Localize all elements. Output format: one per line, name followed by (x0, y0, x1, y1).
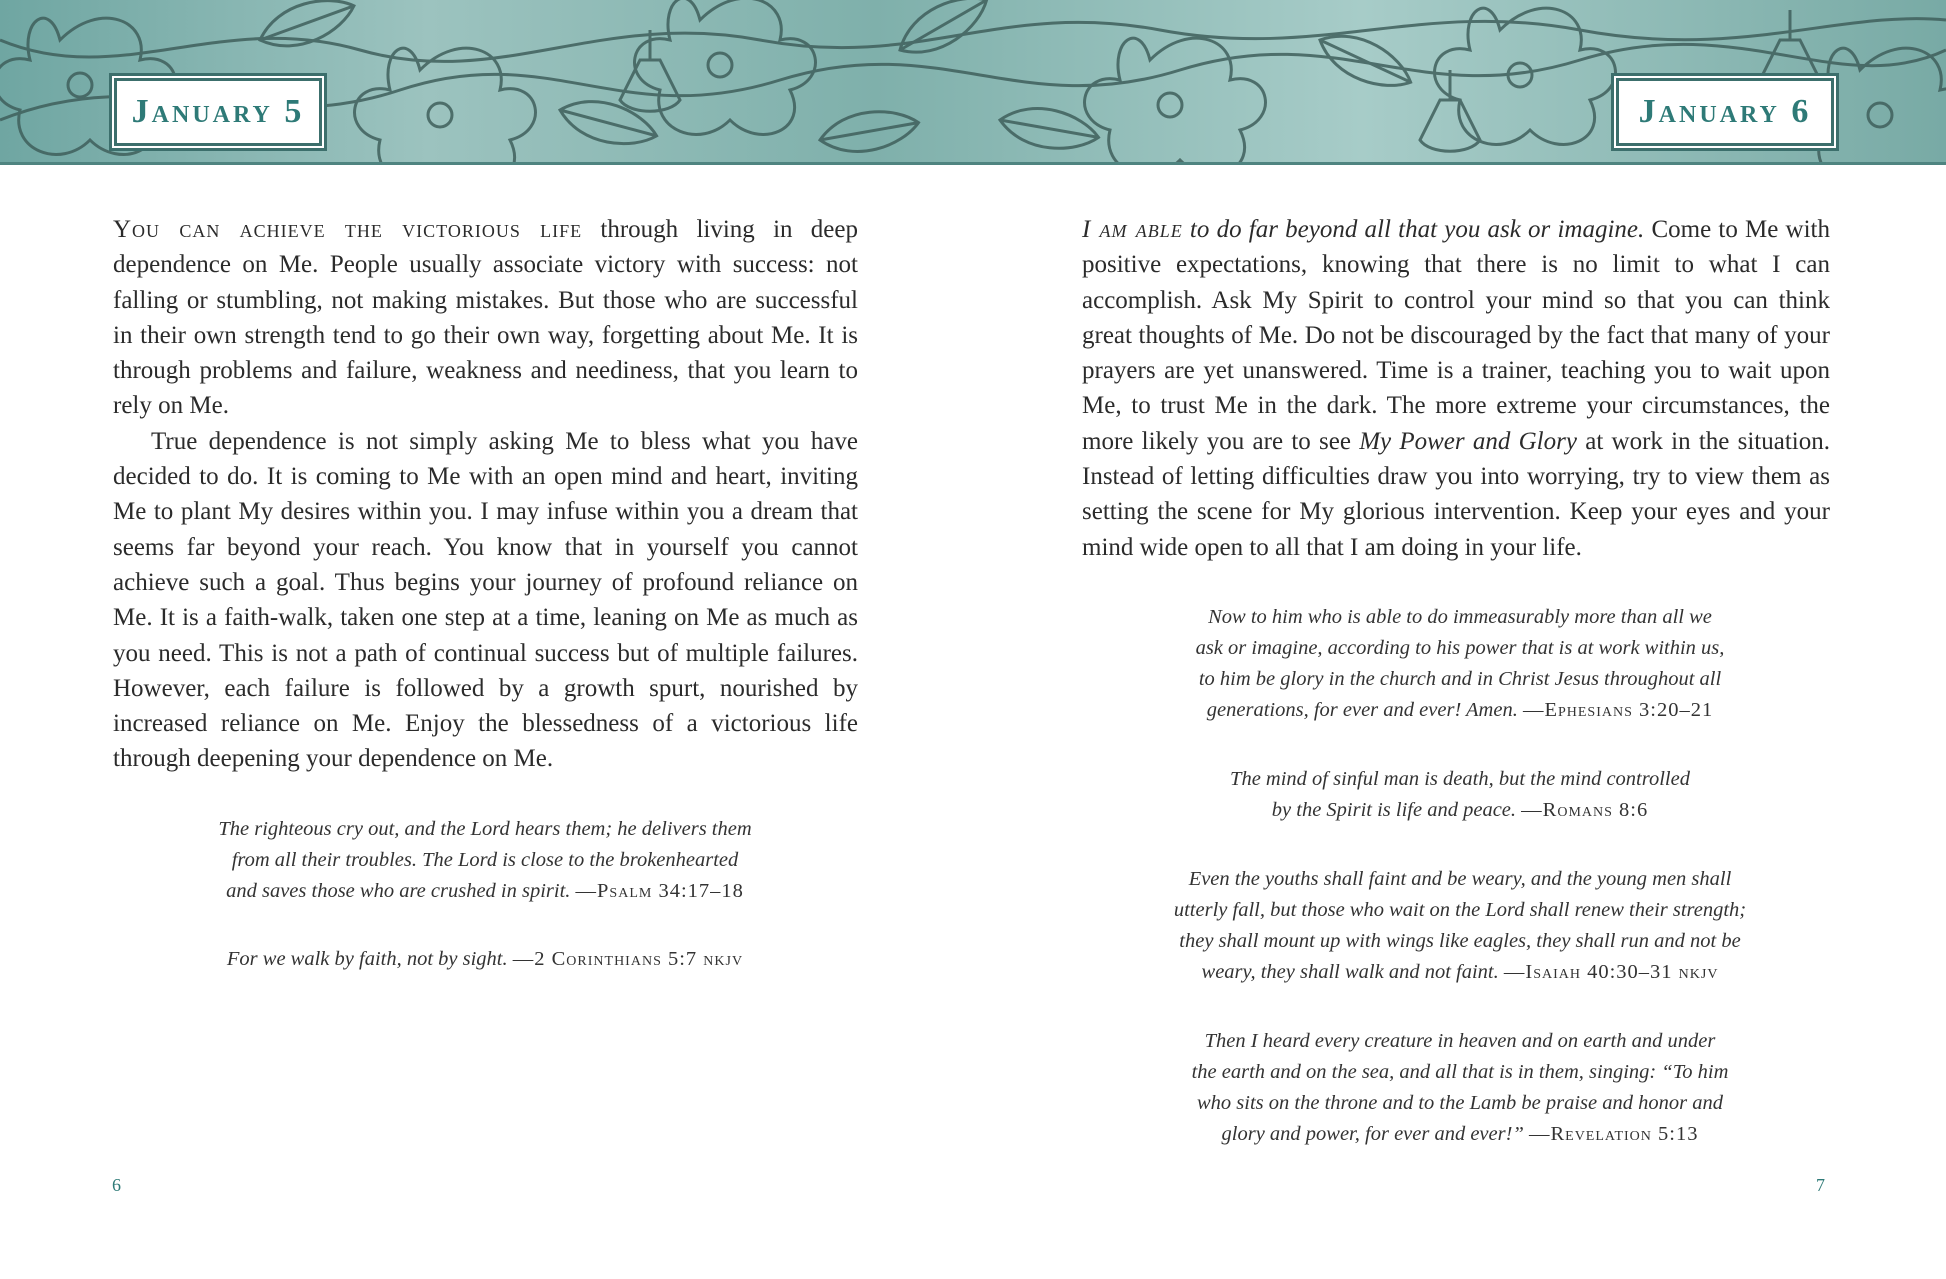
verse-line: from all their troubles. The Lord is close to the brokenhearted (231, 849, 739, 871)
verse-line: Then I heard every creature in heaven and on earth and under (1204, 1030, 1716, 1052)
page-number-left: 6 (112, 1175, 121, 1195)
verse-reference: —Ephesians 3:20–21 (1522, 699, 1714, 721)
verse-romans (1110, 764, 1810, 826)
date-header-right: January 6 (1616, 78, 1834, 146)
verse-line: The mind of sinful man is death, but the mind controlled (1230, 768, 1690, 790)
verse-psalm (170, 814, 800, 907)
left-devotional-text (113, 212, 858, 777)
verse-line: generations, for ever and ever! Amen. (1206, 699, 1518, 721)
date-header-left: January 5 (114, 78, 322, 146)
left-lead-in: You can achieve the victorious life (113, 216, 583, 243)
verse-line: by the Spirit is life and peace. (1271, 799, 1517, 821)
verse-revelation (1110, 1026, 1810, 1150)
verse-line: and saves those who are crushed in spirit. (226, 880, 571, 902)
right-devotional-text (1082, 212, 1830, 565)
verse-line: to him be glory in the church and in Christ Jesus throughout all (1198, 668, 1722, 690)
right-lead-italic: to do far beyond all that you ask or imagine. (1182, 216, 1645, 243)
verse-reference: —2 Corinthians 5:7 nkjv (512, 948, 744, 970)
verse-line: who sits on the throne and to the Lamb be praise and honor and (1197, 1092, 1723, 1114)
verse-line: Even the youths shall faint and be weary, and the young men shall (1188, 868, 1732, 890)
verse-line: weary, they shall walk and not faint. (1201, 961, 1499, 983)
right-paragraph-italic: My Power and Glory (1359, 427, 1577, 455)
verse-line: the earth and on the sea, and all that is in them, singing: “To him (1191, 1061, 1729, 1083)
verse-line: ask or imagine, according to his power that is at work within us, (1195, 637, 1725, 659)
verse-reference: —Psalm 34:17–18 (575, 880, 744, 902)
verse-line: The righteous cry out, and the Lord hears them; he delivers them (218, 818, 752, 840)
verse-line: utterly fall, but those who wait on the Lord shall renew their strength; (1173, 899, 1747, 921)
right-paragraph-part1: Come to Me with positive expectations, knowing that there is no limit to what I can accomplish. Ask My Spirit to control your mind so that you can think great thoughts of Me. Do not be discouraged by the fact that many of your prayers are yet unanswered. Time is a trainer, teaching you to wait upon Me, to trust Me in the dark. The more extreme your circumstances, the more likely you are to see (1082, 216, 1830, 455)
verse-ephesians (1110, 602, 1810, 726)
verse-line: they shall mount up with wings like eagles, they shall run and not be (1179, 930, 1741, 952)
right-paragraph-part2: at work in the situation. Instead of letting difficulties draw you into worrying, try to view them as setting the scene for My glorious intervention. Keep your eyes and your mind wide open to all that I am doing in your life. (1082, 427, 1830, 561)
left-paragraph-1: through living in deep dependence on Me. People usually associate victory with success: not falling or stumbling, not making mistakes. But those who are successful in their own strength tend to go their own way, forgetting about Me. It is through problems and failure, weakness and neediness, that you learn to rely on Me. (113, 216, 858, 420)
verse-reference: —Romans 8:6 (1521, 799, 1649, 821)
page-number-right: 7 (1816, 1175, 1825, 1195)
verse-reference: —Isaiah 40:30–31 nkjv (1503, 961, 1719, 983)
verse-reference: —Revelation 5:13 (1528, 1123, 1699, 1145)
verse-line: glory and power, for ever and ever!” (1221, 1123, 1524, 1145)
right-lead-in: I am able (1082, 216, 1183, 243)
left-paragraph-2: True dependence is not simply asking Me to bless what you have decided to do. It is coming to Me with an open mind and heart, inviting Me to plant My desires within you. I may infuse within you a dream that seems far beyond your reach. You know that in yourself you cannot achieve such a goal. Thus begins your journey of profound reliance on Me. It is a faith-walk, taken one step at a time, leaning on Me as much as you need. This is not a path of continual success but of multiple failures. However, each failure is followed by a growth spurt, nourished by increased reliance on Me. Enjoy the blessedness of a victorious life through deepening your dependence on Me. (113, 427, 858, 773)
verse-line: For we walk by faith, not by sight. (226, 948, 508, 970)
verse-corinthians (170, 944, 800, 975)
verse-line: Now to him who is able to do immeasurably more than all we (1208, 606, 1712, 628)
verse-isaiah (1110, 864, 1810, 988)
